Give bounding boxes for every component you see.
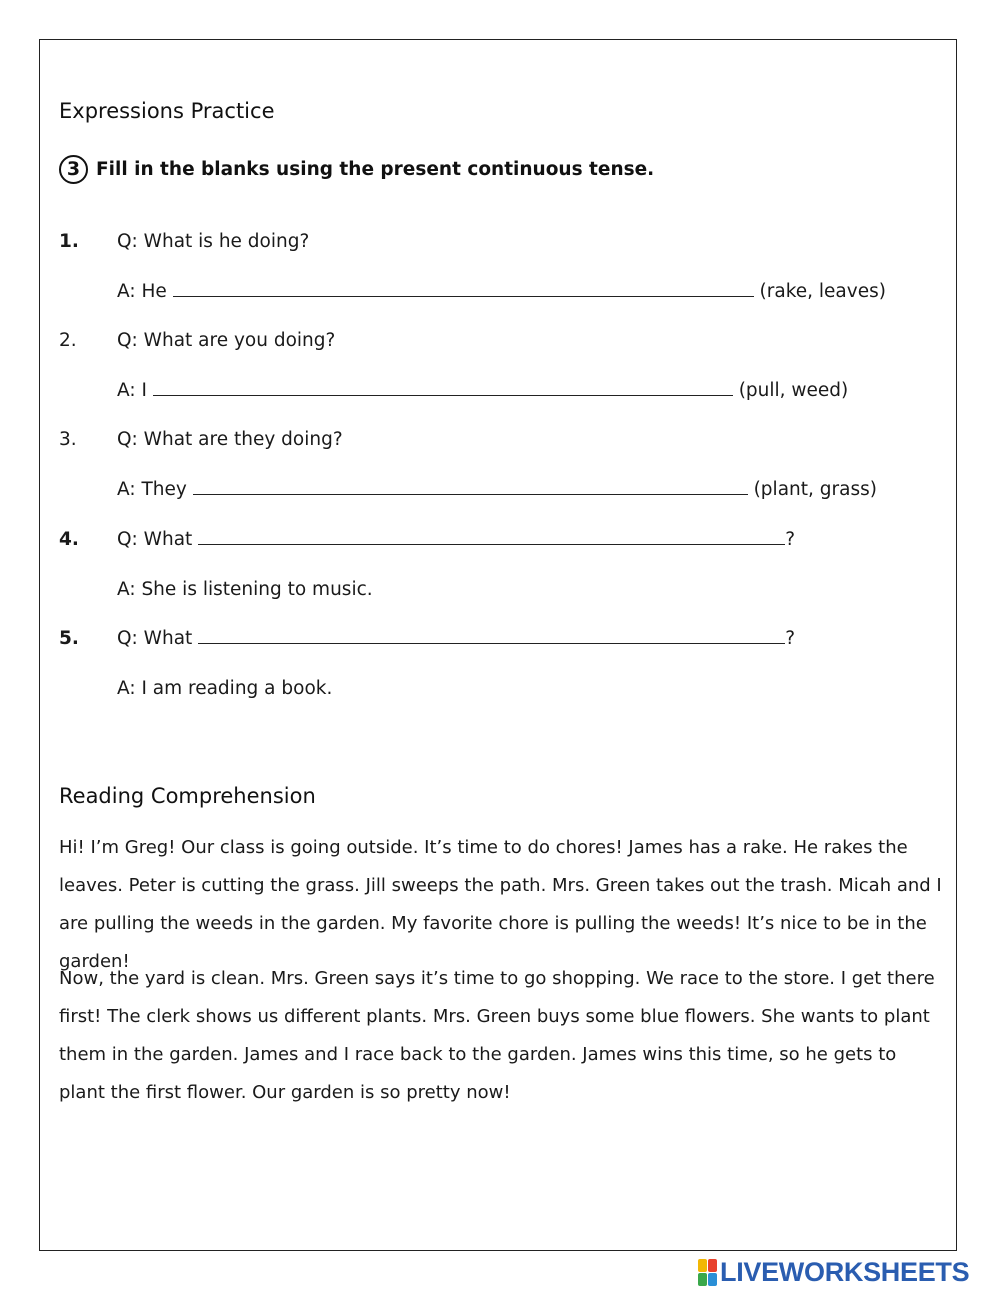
answer-line [117,479,877,500]
answer-blank[interactable] [173,282,754,297]
section-title-expressions: Expressions Practice [59,99,275,123]
question-suffix: ? [785,529,796,550]
answer-prefix: A: He [117,281,167,302]
item-number: 4. [59,529,79,550]
question-line [117,628,795,649]
question-suffix: ? [785,628,796,649]
question-text: Q: What are they doing? [117,429,343,450]
answer-hint: (pull, weed) [738,380,849,401]
instruction-text: Fill in the blanks using the present continuous tense. [96,159,655,180]
reading-paragraph-1: Hi! I’m Greg! Our class is going outside. It’s time to do chores! James has a rake. He rakes the leaves. Peter is cutting the grass. Jill sweeps the path. Mrs. Green takes out the trash. Micah and I are pulling the weeds in the garden. My favorite chore is pulling the weeds! It’s nice to be in the garden! [59,837,942,972]
item-number: 2. [59,330,77,351]
item-number: 3. [59,429,77,450]
exercise-number-badge: 3 [59,155,88,184]
question-prefix: Q: What [117,529,193,550]
answer-line [117,281,886,302]
answer-blank[interactable] [193,480,748,495]
question-blank[interactable] [198,629,785,644]
reading-paragraph-2: Now, the yard is clean. Mrs. Green says it’s time to go shopping. We race to the store. I get there first! The clerk shows us different plants. Mrs. Green buys some blue flowers. She wants to plant them in the garden. James and I race back to the garden. James wins this time, so he gets to plant the first flower. Our garden is so pretty now! [59,968,935,1103]
question-text: Q: What is he doing? [117,231,310,252]
item-number: 1. [59,231,79,252]
answer-prefix: A: They [117,479,187,500]
question-line [117,529,795,550]
question-prefix: Q: What [117,628,193,649]
answer-hint: (plant, grass) [753,479,877,500]
answer-hint: (rake, leaves) [759,281,886,302]
section-title-reading: Reading Comprehension [59,784,316,808]
question-blank[interactable] [198,530,785,545]
logo-text: LIVEWORKSHEETS [720,1256,970,1287]
answer-blank[interactable] [153,381,733,396]
answer-text: A: I am reading a book. [117,678,333,699]
answer-line [117,380,848,401]
instruction-line [59,155,654,184]
answer-prefix: A: I [117,380,147,401]
question-text: Q: What are you doing? [117,330,336,351]
item-number: 5. [59,628,79,649]
answer-text: A: She is listening to music. [117,579,373,600]
liveworksheets-logo [698,1258,969,1286]
liveworksheets-icon [698,1259,717,1286]
